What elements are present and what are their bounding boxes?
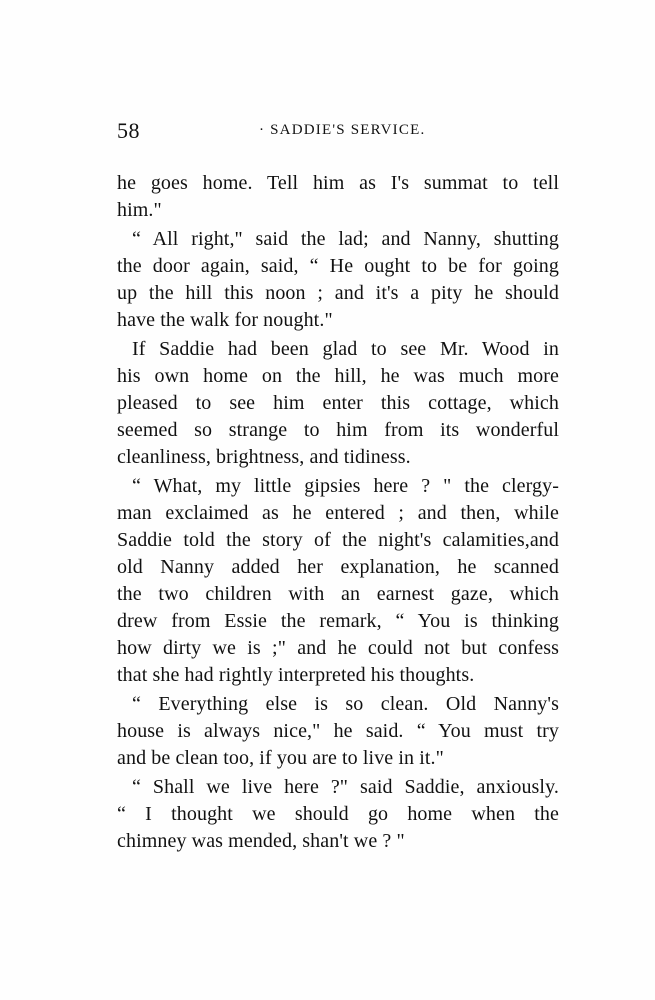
text-line: If Saddie had been glad to see Mr. Wood in xyxy=(132,338,559,360)
body-text xyxy=(117,170,559,855)
text-line: chimney was mended, shan't we ? " xyxy=(117,830,405,852)
text-line: he goes home. Tell him as I's summat to tell xyxy=(117,172,559,194)
text-line: “ Shall we live here ?" said Saddie, anxiously. xyxy=(132,776,559,798)
page-header xyxy=(117,118,557,148)
text-line: “ Everything else is so clean. Old Nanny's xyxy=(132,693,559,715)
text-line: have the walk for nought." xyxy=(117,309,333,331)
text-line: old Nanny added her explanation, he scanned xyxy=(117,556,559,578)
text-line: up the hill this noon ; and it's a pity he should xyxy=(117,282,559,304)
page-number: 58 xyxy=(117,118,140,143)
text-line: “ What, my little gipsies here ? " the clergy- xyxy=(132,475,559,497)
text-line: him." xyxy=(117,199,162,221)
text-line: seemed so strange to him from its wonderful xyxy=(117,419,559,441)
text-line: Saddie told the story of the night's calamities,and xyxy=(117,529,559,551)
text-line: cleanliness, brightness, and tidiness. xyxy=(117,446,411,468)
text-line: drew from Essie the remark, “ You is thinking xyxy=(117,610,559,632)
text-line: that she had rightly interpreted his thoughts. xyxy=(117,664,475,686)
text-line: “ All right," said the lad; and Nanny, shutting xyxy=(132,228,559,250)
text-line: the two children with an earnest gaze, which xyxy=(117,583,559,605)
text-line: “ I thought we should go home when the xyxy=(117,803,559,825)
text-line: and be clean too, if you are to live in it." xyxy=(117,747,444,769)
text-line: house is always nice," he said. “ You must try xyxy=(117,720,559,742)
text-line: pleased to see him enter this cottage, which xyxy=(117,392,559,414)
text-line: his own home on the hill, he was much more xyxy=(117,365,559,387)
text-line: the door again, said, “ He ought to be for going xyxy=(117,255,559,277)
text-line: man exclaimed as he entered ; and then, while xyxy=(117,502,559,524)
text-line: how dirty we is ;" and he could not but confess xyxy=(117,637,559,659)
running-head: · SADDIE'S SERVICE. xyxy=(259,122,426,138)
